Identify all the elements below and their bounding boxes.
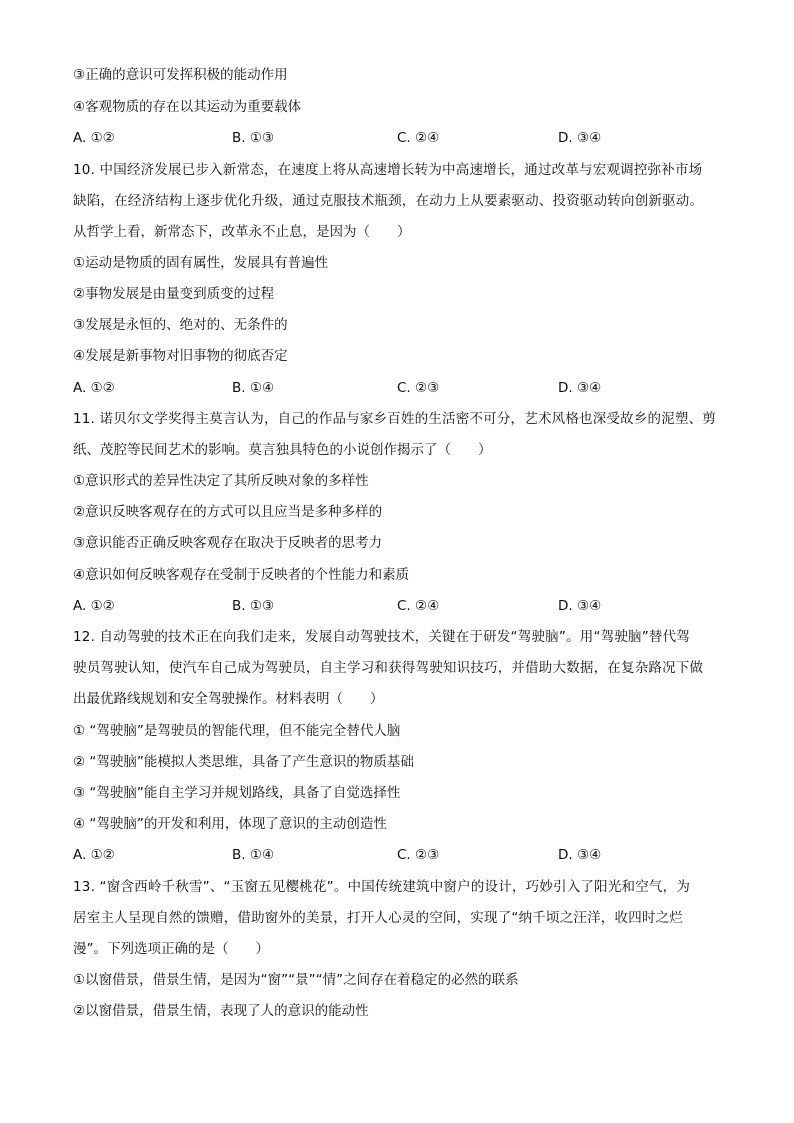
q10-statement-4: ④发展是新事物对旧事物的彻底否定 xyxy=(73,348,288,364)
q9-statement-4: ④客观物质的存在以其运动为重要载体 xyxy=(73,99,302,115)
q11-options xyxy=(73,597,723,615)
q13-stem-line-3: 漫”。下列选项正确的是（ ） xyxy=(73,941,269,957)
q9-option-c[interactable]: C. ②④ xyxy=(397,130,440,146)
q12-option-d[interactable]: D. ③④ xyxy=(558,847,602,863)
q10-options xyxy=(73,379,723,397)
q12-options xyxy=(73,846,723,864)
q10-stem-line-3: 从哲学上看，新常态下，改革永不止息，是因为（ ） xyxy=(73,224,411,240)
q12-statement-3: ③ “驾驶脑”能自主学习并规划路线，具备了自觉选择性 xyxy=(73,785,401,801)
q11-option-c[interactable]: C. ②④ xyxy=(397,598,440,614)
q13-stem-line-1: 13. “窗含西岭千秋雪”、“玉窗五见樱桃花”。中国传统建筑中窗户的设计，巧妙引入了阳光和空气，为 xyxy=(73,879,691,895)
q12-statement-1: ① “驾驶脑”是驾驶员的智能代理，但不能完全替代人脑 xyxy=(73,723,401,739)
q13-stem-line-2: 居室主人呈现自然的馈赠，借助窗外的美景，打开人心灵的空间，实现了“纳千顷之汪洋，收四时之烂 xyxy=(73,910,683,926)
q9-option-d[interactable]: D. ③④ xyxy=(558,130,602,146)
q11-statement-3: ③意识能否正确反映客观存在取决于反映者的思考力 xyxy=(73,535,383,551)
q9-options xyxy=(73,129,723,147)
q11-stem-line-2: 纸、茂腔等民间艺术的影响。莫言独具特色的小说创作揭示了（ ） xyxy=(73,442,492,458)
q12-option-c[interactable]: C. ②③ xyxy=(397,847,440,863)
q10-stem-line-1: 10. 中国经济发展已步入新常态，在速度上将从高速增长转为中高速增长，通过改革与宏观调控弥补市场 xyxy=(73,162,703,178)
q10-statement-2: ②事物发展是由量变到质变的过程 xyxy=(73,286,275,302)
q12-stem-line-1: 12. 自动驾驶的技术正在向我们走来，发展自动驾驶技术，关键在于研发“驾驶脑”。用“驾驶脑”替代驾 xyxy=(73,629,691,645)
q11-option-d[interactable]: D. ③④ xyxy=(558,598,602,614)
q11-statement-1: ①意识形式的差异性决定了其所反映对象的多样性 xyxy=(73,473,369,489)
q12-stem-line-2: 驶员驾驶认知，使汽车自己成为驾驶员，自主学习和获得驾驶知识技巧，并借助大数据，在复杂路况下做 xyxy=(73,660,704,676)
q11-statement-2: ②意识反映客观存在的方式可以且应当是多种多样的 xyxy=(73,504,383,520)
q10-option-a[interactable]: A. ①② xyxy=(73,380,115,396)
q9-statement-3: ③正确的意识可发挥积极的能动作用 xyxy=(73,67,288,83)
q11-option-b[interactable]: B. ①③ xyxy=(232,598,275,614)
q13-statement-1: ①以窗借景，借景生情，是因为“窗”“景”“情”之间存在着稳定的必然的联系 xyxy=(73,972,519,988)
q10-statement-3: ③发展是永恒的、绝对的、无条件的 xyxy=(73,317,288,333)
q12-stem-line-3: 出最优路线规划和安全驾驶操作。材料表明（ ） xyxy=(73,691,384,707)
q9-option-a[interactable]: A. ①② xyxy=(73,130,115,146)
q9-option-b[interactable]: B. ①③ xyxy=(232,130,275,146)
q12-statement-4: ④ “驾驶脑”的开发和利用，体现了意识的主动创造性 xyxy=(73,816,387,832)
q11-statement-4: ④意识如何反映客观存在受制于反映者的个性能力和素质 xyxy=(73,567,410,583)
q13-statement-2: ②以窗借景，借景生情，表现了人的意识的能动性 xyxy=(73,1003,369,1019)
q12-option-b[interactable]: B. ①④ xyxy=(232,847,275,863)
q11-stem-line-1: 11. 诺贝尔文学奖得主莫言认为，自己的作品与家乡百姓的生活密不可分，艺术风格也深受故乡的泥塑、剪 xyxy=(73,411,717,427)
q12-statement-2: ② “驾驶脑”能模拟人类思维，具备了产生意识的物质基础 xyxy=(73,754,414,770)
q12-option-a[interactable]: A. ①② xyxy=(73,847,115,863)
q10-option-c[interactable]: C. ②③ xyxy=(397,380,440,396)
q10-option-d[interactable]: D. ③④ xyxy=(558,380,602,396)
q11-option-a[interactable]: A. ①② xyxy=(73,598,115,614)
q10-statement-1: ①运动是物质的固有属性，发展具有普遍性 xyxy=(73,255,329,271)
q10-stem-line-2: 缺陷，在经济结构上逐步优化升级，通过克服技术瓶颈，在动力上从要素驱动、投资驱动转向创新驱动。 xyxy=(73,193,704,209)
q10-option-b[interactable]: B. ①④ xyxy=(232,380,275,396)
